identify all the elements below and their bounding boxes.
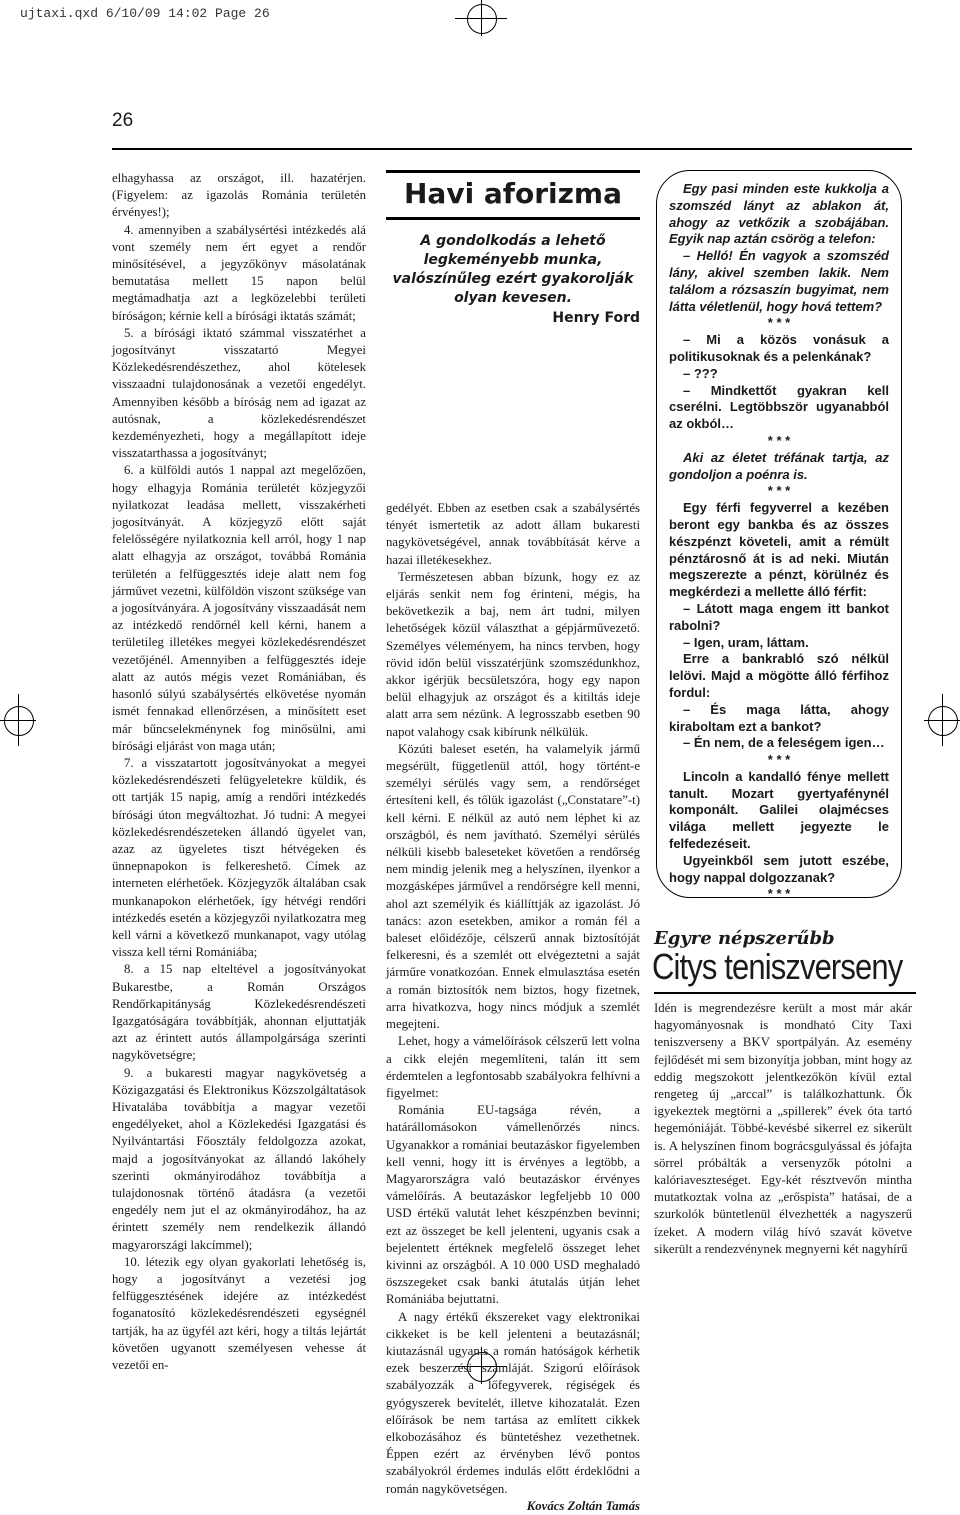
tennis-kicker: Egyre népszerűbb: [654, 928, 835, 949]
paragraph: 10. létezik egy olyan gyakorlati lehetőség is, hogy a jogosítványt a vezetési jog felfüggesztésének idejére az intézkedést foganatosító közlekedésrendészeti egységnél tartják, ha az ügyfél azt kéri, hogy a tiltás lejártát követően ugyanott személyesen vehesse át vezetői en-: [112, 1254, 366, 1373]
paragraph: Természetesen abban bízunk, hogy ez az eljárás senkit nem fog érinteni, mégis, ha bekövetkezik a baj, nem árt tudni, milyen lehetőségek közül választhat a gépjárművezető. Személyes véleményem, ha nincs tervben, hogy rövid időn belül visszatérjünk szomszédunkhoz, akkor igérjük becsületszóra, hogy egy napon belül elhagyjuk az országot és a kitiltás ideje alatt arra sem nézünk. A legrosszabb esetben 90 napot valahogy csak kibírunk nélkülük.: [386, 569, 640, 739]
joke-line: Egy pasi minden este kukkolja a szomszéd lányt az ablakon át, ahogy az vetkőzik a szobájában. Egyik nap aztán csörög a telefon:: [669, 181, 889, 247]
jokes-box: [656, 170, 902, 898]
tennis-headline: Citys teniszverseny: [652, 946, 903, 987]
joke-line: Erre a bankrabló szó nélkül lelövi. Majd a mögötte álló férfihoz fordul:: [669, 651, 889, 700]
joke-line: Lincoln a kandalló fénye mellett tanult. Mozart gyertyafénynél komponált. Galilei olajmécses világa mellett jegyezte le felfedezéseit.: [669, 768, 889, 852]
author-signature: Kovács Zoltán Tamás: [526, 1498, 640, 1513]
paragraph: gedélyét. Ebben az esetben csak a szabálysértés tényét ismertetik az adott állam bukaresti nagykövetségével, annak továbbítását kérve a hazai illetékesekhez.: [386, 501, 640, 567]
aphorism-box: [386, 168, 640, 488]
paragraph: A nagy értékű ékszereket vagy elektronikai cikkeket is be kell jelenteni a beutazásnál; kiutazásnál ugyanis a román hatóságok kérhetik ezek beszerzési számláját. Szigorú előírások szabályozzák a lőfegyverek, régiségek és gyógyszerek bevitelét, illetve kihozatalát. Ezen előírások be nem tartása az említett cikkek elkobozásához és büntetéshez vezethetnek. Éppen ezért az érvényben lévő pontos szabályokról érdemes indulás előtt érdeklődni a román nagykövetségen.: [386, 1309, 640, 1496]
joke-line: – ???: [683, 365, 718, 381]
paragraph: Románia EU-tagsága révén, a határállomásokon vámellenőrzés nincs. Ugyanakkor a romániai beutazáskor figyelemben kell venni, hogy itt is érvényes a legtöbb, a Magyarországra való beutazáskor érvényes vámelőírás. A beutazáskor legfeljebb 10 000 USD értékű valutát lehet készpénzben bevinni; ezt az összeget be kell jelenteni, ugyanis csak a bejelentett értéknek megfelelő összeget lehet kivinni az országból. A 10 000 USD meghaladó öszszegeket csak banki átutalás útján lehet Romániába bejuttatni.: [386, 1103, 640, 1307]
paragraph: Idén is megrendezésre került a most már akár hagyományosnak is mondható City Taxi teniszverseny a BKV sportpályán. Az esemény fejlődését mi sem bizonyítja jobban, mint hogy az eddig megszokott jelentkezőkön kívül eztal rengeteg új „arccal” is találkozhattunk. Ők igyekeztek megtörni a „spillerek” évek óta tartó hegemóniáját. Többé-kevésbé sikerrel ez sikerült is. A helyszínen finom bográcsgulyással és jófajta sörrel próbálták a versenyzők pótolni a kalóriaveszteséget. Egy-két résztvevőn mintha mutatkoztak volna az „erőspista” hatásai, de a szurkolók büntetlenül élvezhették a nagyszerű ízeket. A modern világ hívó szavát követve sikerült a rendezvénynek megnyerni két nagyhírű: [654, 1001, 912, 1256]
paragraph: Közúti baleset esetén, ha valamelyik jármű megsérült, függetlenül attól, hogy történt-e személyi sérülés vagy sem, a rendőrséget értesíteni kell, és tőlük igazolást („Constatare”-t) kell kérni. E nélkül az autó nem léphet ki az országból, és nem javítható. Személyi sérülés nélküli kisebb baleseteket követően a rendőrség nem mindig jelenik meg a helyszínen, ilyenkor a mozgásképes járművel a rendőrségre kell menni, ahol azt személyik és kiállíttják az igazolást. Jó tanács: azon esetekben, amikor a román fél a baleset előidézője, célszerű annak biztosítóját felkeresni, és a szemlét ott elvégeztetni a saját járműre vonatkozóan. Ennek elmulasztása esetén a román biztosítók nem biztos, hogy fizetnek, arra hivatkozva, hogy nincs módjuk a szemlét megejteni.: [386, 741, 640, 1032]
joke-line: – És maga látta, ahogy kiraboltam ezt a bankot?: [669, 701, 889, 734]
joke-line: – Látott maga engem itt bankot rabolni?: [669, 600, 889, 633]
page-number: 26: [112, 110, 134, 131]
joke-line: – Mi a közös vonásuk a politikusoknak és a pelenkának?: [669, 332, 889, 364]
header-rule: [112, 148, 912, 150]
paragraph: 7. a visszatartott jogosítványokat a megyei közlekedésrendészeti felügyeletekre küldik, és ott tartják 15 napig, amíg a rendőri intézkedés bírósági úton megváltozhat. Jó tudni: A megyei közlekedésrendészeteken állandó ügyelet van, azaz az ügyeletes tiszt hétvégeken és ünnepnapokon is felkereshető. Címek az interneten elérhetőek. Közjegyzők általában csak munkanapokon elérhetőek, így hétvégi rendőri intézkedés esetén a közjegyzői nyilatkozatra meg kell várni a következő munkanapot, vagy utólag vissza kell térni Romániába;: [112, 755, 366, 960]
paragraph: elhagyhassa az országot, ill. hazatérjen. (Figyelem: az igazolás Románia területén érvényes!);: [112, 171, 366, 220]
joke-line: Aki az életet tréfának tartja, az gondoljon a poénra is.: [669, 449, 889, 482]
joke-separator: * * *: [767, 315, 791, 331]
joke-line: Egy férfi fegyverrel a kezében beront egy bankba és az összes készpénzt követeli, amit a rémült pénztárosnő át is ad neki. Miután megszerezte a pénzt, körülnéz és megkérdezi a mellette álló férfit:: [669, 500, 889, 600]
registration-mark-right: [924, 694, 960, 746]
article-column-2: [386, 500, 640, 1515]
registration-mark-top: [455, 0, 507, 36]
aphorism-quote: A gondolkodás a lehető legkeményebb munka, valószínűleg ezért gyakorolják olyan kevesen.: [392, 233, 634, 306]
article-column-1: [112, 170, 366, 1374]
joke-line: – Helló! Én vagyok a szomszéd lány, akivel szemben lakik. Nem találom a rózsaszín bugyimat, nem látta véletlenül, hogy hová tettem?: [669, 248, 889, 314]
paragraph: 8. a 15 nap elteltével a jogosítványokat Bukarestbe, a Román Országos Rendőrkapitányság Közlekedésrendészeti Igazgatóságára továbbítják, ahonnan eljuttatják azt az érintett autós állampolgársága szerinti nagykövetségre;: [112, 962, 366, 1063]
joke-separator: * * *: [767, 752, 791, 768]
joke-line: – Mindkettőt gyakran kell cserélni. Legtöbbször ugyanabból az okból…: [669, 382, 889, 432]
joke-line: – Igen, uram, láttam.: [683, 634, 809, 650]
joke-line: Ugyeinkből sem jutott eszébe, hogy nappal dolgozzanak?: [669, 852, 889, 885]
joke-separator: * * *: [767, 886, 791, 898]
paragraph: 6. a külföldi autós 1 nappal azt megelőzően, hogy elhagyja Románia területét közjegyzői nyilatkozat leadása mellett, visszakérheti jogosítványát. A közjegyző előtt saját felelősségére nyilatkoznia kell arról, hogy 1 nap alatt elhagyja az országot, továbbá Románia területén a felfüggesztés ideje alatt nem fog járművet vezetni, külföldön viszont szüksége van a jogosítványára. A jogosítvány visszaadását nem az intézkedő rendőrnél kell kérni, hanem a területileg illetékes megyei közlekedésrendészet vezetőjénél. Amennyiben a felfüggesztés ideje alatt az autós mégis vezet Romániában, és hasonló súlyú szabálysértés elkövetése nyomán ismét fennakad ellenőrzésen, a minősített eset már bűncselekménynek fog minősülni, ami bírósági eljárást von maga után;: [112, 463, 366, 753]
paragraph: 9. a bukaresti magyar nagykövetség a Közigazgatási és Elektronikus Közszolgáltatások Hivatalába továbbítja a magyar vezetői engedélyeket, ahol a Közlekedési Igazgatási és Nyilvántartási Főosztály feldolgozza azokat, majd a jogosítványokat az állandó lakóhely szerinti okmányirodához továbbítja a tulajdonosnak történő átadásra (a vezetői engedély nem jut el az okmányirodához, ha az érintett személy nem rendelkezik állandó magyarországi lakcímmel);: [112, 1065, 366, 1252]
paragraph: 4. amennyiben a szabálysértési intézkedés alá vont személy nem ért egyet a rendőr minősítésével, a jegyzőkönyv másolatának bemutatása mellett 15 napon belül megtámadhatja azt a legközelebbi területi bíróságon; kérnie kell a bírósági iktatás számát;: [112, 222, 366, 323]
tennis-rule: [654, 992, 916, 994]
paragraph: Lehet, hogy a vámelőírások célszerű lett volna a cikk elején megemlíteni, talán itt sem érdemtelen a legfontosabb szabályokra felhívni a figyelmet:: [386, 1034, 640, 1100]
joke-separator: * * *: [767, 432, 791, 448]
paragraph: 5. a bírósági iktató számmal visszatérhet a jogosítványt visszatartó Megyei Közlekedésrendészethez, ahol kötelesek visszaadni tulajdonosának a vezetői engedélyt. Amennyiben később a bíróság nem ad igazat az autósnak, a közlekedésrendészet kezdeményezheti, hogy a megállapított ideje visszatarthassa a jogosítványt;: [112, 325, 366, 461]
printer-slug: ujtaxi.qxd 6/10/09 14:02 Page 26: [20, 6, 270, 21]
joke-line: – Én nem, de a feleségem igen…: [683, 735, 885, 751]
aphorism-title: Havi aforizma: [386, 170, 640, 220]
tennis-article-body: [654, 1000, 912, 1258]
joke-separator: * * *: [767, 483, 791, 499]
registration-mark-left: [0, 694, 36, 746]
aphorism-author: Henry Ford: [552, 310, 640, 326]
